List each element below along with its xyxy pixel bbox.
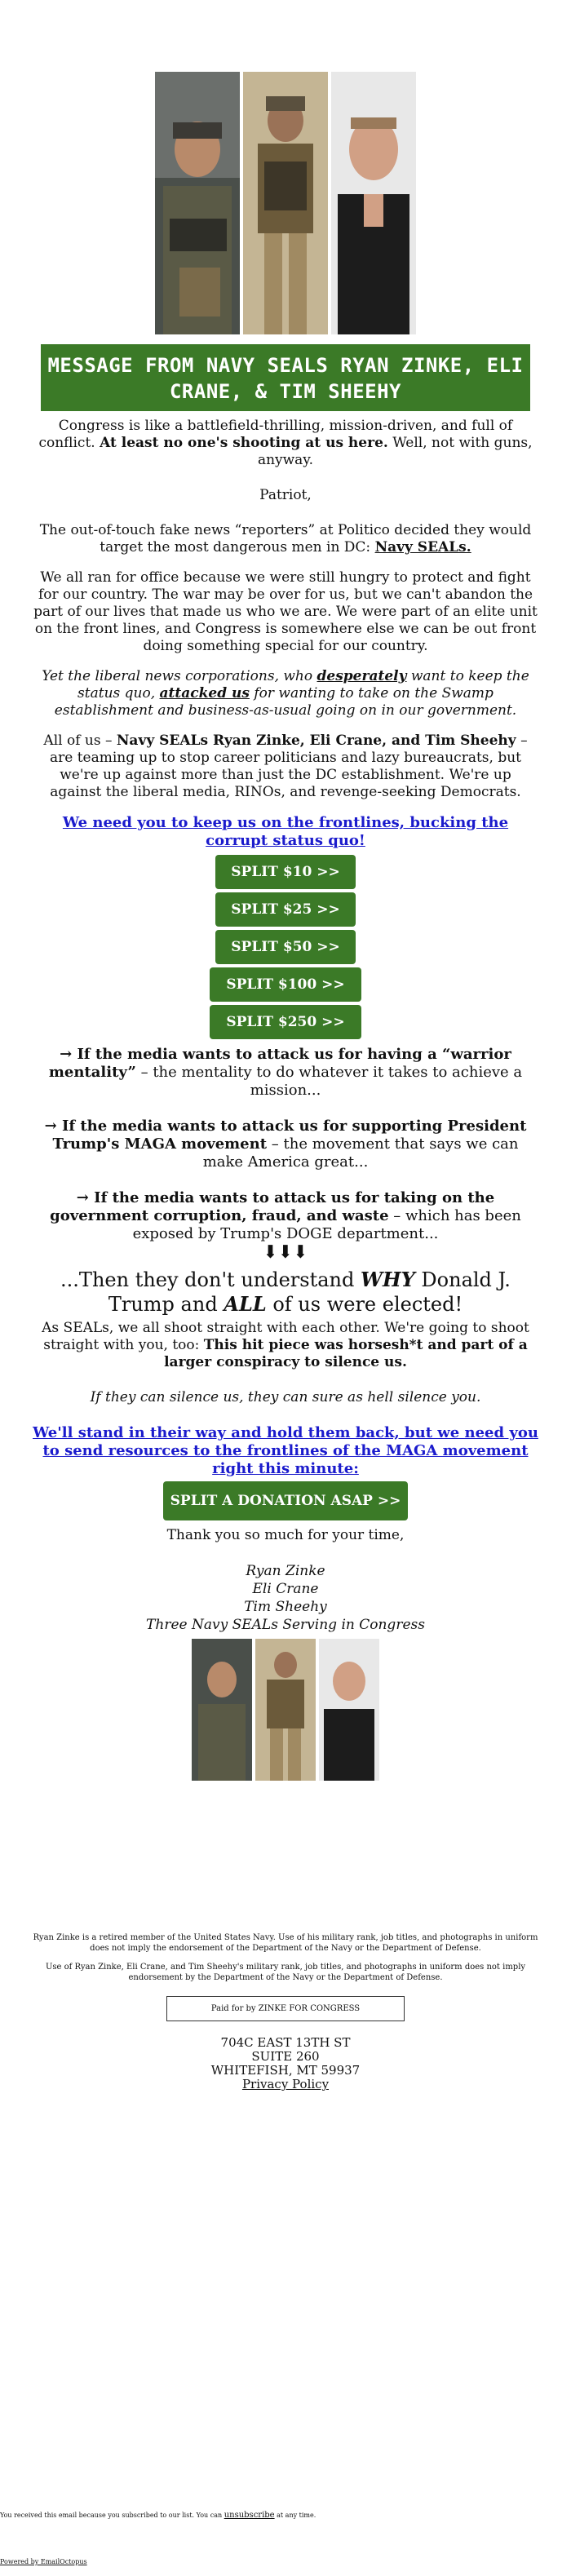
signature-tagline: Three Navy SEALs Serving in Congress [146,1617,425,1633]
intro-paragraph: Congress is like a battlefield-thrilling, mission-driven, and full of conflict. At least no one's shooting at us here. Well, not with guns, anyway. [38,418,533,468]
photo-eli-crane [243,72,328,334]
donation-buttons [33,855,538,1039]
disclaimer-zinke: Ryan Zinke is a retired member of the United States Navy. Use of his military rank, job titles, and photographs in uniform does not imply the endorsement of the Department of the Navy or the Department of Defense. [33,1933,538,1953]
powered-by-link[interactable]: Powered by EmailOctopus [0,2558,87,2565]
paid-for-box: Paid for by ZINKE FOR CONGRESS [166,1996,405,2021]
photo-tim-sheehy [331,72,416,334]
down-arrows: ⬇⬇⬇ [263,1242,308,1263]
salutation: Patriot, [259,487,312,503]
signature-block [33,1562,538,1634]
photo-tim-sheehy-small [319,1639,379,1781]
photo-eli-crane-small [255,1639,316,1781]
paragraph-why-we-ran: We all ran for office because we were still hungry to protect and fight for our country. The war may be over for us, but we can't abandon the part of our lives that made us who we are. We were part of an elite unit on the front lines, and Congress is somewhere else we can be out front doing something special for our country. [33,569,538,654]
split-250-button[interactable]: SPLIT $250 >> [210,1005,361,1039]
paragraph-politico: The out-of-touch fake news “reporters” at Politico decided they would target the most dangerous men in DC: Navy SEALs. [39,522,532,555]
mailing-address: 704C EAST 13TH ST SUITE 260 WHITEFISH, MT 59937 Privacy Policy [33,2036,538,2091]
donate-asap-wrapper [33,1481,538,1520]
signature-eli-crane: Eli Crane [252,1581,319,1597]
photo-ryan-zinke-small [192,1639,252,1781]
split-donation-asap-button[interactable]: SPLIT A DONATION ASAP >> [163,1481,408,1520]
signature-tim-sheehy: Tim Sheehy [244,1599,327,1615]
bullet-corruption: → If the media wants to attack us for taking on the government corruption, fraud, and waste – which has been exposed by Trump's DOGE department... [50,1189,521,1242]
paragraph-teaming-up: All of us – Navy SEALs Ryan Zinke, Eli Crane, and Tim Sheehy – are teaming up to stop career politicians and lazy bureaucrats, but we're up against more than just the DC establishment. We're up against the liberal media, RINOs, and revenge-seeking Democrats. [43,733,528,800]
unsubscribe-link[interactable]: unsubscribe [224,2511,275,2520]
paragraph-liberal-news: Yet the liberal news corporations, who desperately want to keep the status quo, attacked us for wanting to take on the Swamp establishment and business-as-usual going on in our government. [42,668,529,719]
thanks-line: Thank you so much for your time, [166,1527,405,1543]
footer [33,1932,538,2091]
cta-link-frontlines[interactable]: We need you to keep us on the frontlines, bucking the corrupt status quo! [62,814,509,849]
split-10-button[interactable]: SPLIT $10 >> [215,855,356,889]
split-100-button[interactable]: SPLIT $100 >> [210,967,361,1002]
header-photos [33,0,538,334]
split-50-button[interactable]: SPLIT $50 >> [215,930,356,964]
bullet-warrior-mentality: → If the media wants to attack us for having a “warrior mentality” – the mentality to do whatever it takes to achieve a mission... [48,1046,523,1099]
paragraph-silence: If they can silence us, they can sure as hell silence you. [90,1389,481,1405]
email-body [33,0,538,2091]
disclaimer-all: Use of Ryan Zinke, Eli Crane, and Tim Sheehy's military rank, job titles, and photographs in uniform does not imply endorsement by the Department of the Navy or the Department of Defense. [45,1963,526,1982]
page-title-banner: MESSAGE FROM NAVY SEALS RYAN ZINKE, ELI CRANE, & TIM SHEEHY [41,344,530,411]
signature-ryan-zinke: Ryan Zinke [246,1563,325,1579]
footer-photos [33,1639,538,1781]
photo-ryan-zinke [155,72,240,334]
big-statement: ...Then they don't understand WHY Donald J. Trump and ALL of us were elected! [60,1268,511,1316]
split-25-button[interactable]: SPLIT $25 >> [215,892,356,927]
unsubscribe-notice: You received this email because you subscribed to our list. You can unsubscribe at any time. [0,2511,316,2520]
privacy-policy-link[interactable]: Privacy Policy [241,2077,330,2091]
cta-link-send-resources[interactable]: We'll stand in their way and hold them back, but we need you to send resources to the frontlines of the MAGA movement right this minute: [33,1424,538,1477]
bullet-maga-movement: → If the media wants to attack us for supporting President Trump's MAGA movement – the movement that says we can make America great... [44,1118,527,1171]
paragraph-shoot-straight: As SEALs, we all shoot straight with each other. We're going to shoot straight with you, too: This hit piece was horsesh*t and part of a larger conspiracy to silence us. [42,1320,529,1370]
